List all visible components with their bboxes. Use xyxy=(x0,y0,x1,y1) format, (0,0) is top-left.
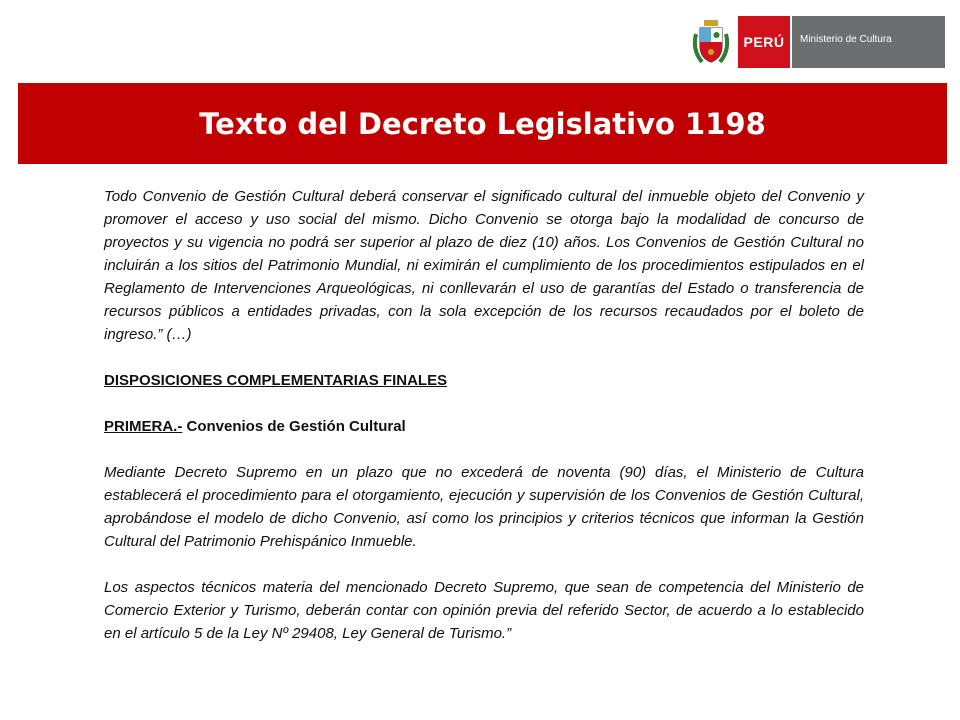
ministry-brand-box xyxy=(792,16,945,68)
paragraph-article-text: Todo Convenio de Gestión Cultural deberá conservar el significado cultural del inmueble objeto del Convenio y promover el acceso y uso social del mismo. Dicho Convenio se otorga bajo la modalidad de concurso de proyectos y su vigencia no podrá ser superior al plazo de diez (10) años. Los Convenios de Gestión Cultural no incluirán a los sitios del Patrimonio Mundial, ni eximirán el cumplimiento de los procedimientos estipulados en el Reglamento de Intervenciones Arqueológicas, ni conllevarán el uso de garantías del Estado o transferencia de recursos públicos a entidades privadas, con la sola excepción de los recursos recaudados por el boleto de ingreso.” (…) xyxy=(104,188,864,343)
logo-ministry-text: Ministerio de Cultura xyxy=(800,34,892,45)
paragraph-decree: Mediante Decreto Supremo en un plazo que no excederá de noventa (90) días, el Ministerio de Cultura establecerá el procedimiento para el otorgamiento, ejecución y supervisión de los Convenios de Gestión Cultural, aprobándose el modelo de dicho Convenio, así como los principios y criterios técnicos que informan la Gestión Cultural del Patrimonio Prehispánico Inmueble. xyxy=(104,464,864,550)
peru-brand-box xyxy=(738,16,790,68)
subheading-text: Convenios de Gestión Cultural xyxy=(182,418,406,435)
section-heading: DISPOSICIONES COMPLEMENTARIAS FINALES xyxy=(104,372,448,389)
logo-country-text: PERÚ xyxy=(743,34,785,50)
subheading-label: PRIMERA.- xyxy=(104,418,183,435)
spacer xyxy=(104,346,864,369)
document-body xyxy=(104,185,864,645)
title-banner xyxy=(18,83,947,164)
spacer xyxy=(104,553,864,576)
subheading xyxy=(104,415,864,438)
spacer xyxy=(104,438,864,461)
paragraph-technical-aspects: Los aspectos técnicos materia del mencionado Decreto Supremo, que sean de competencia del Ministerio de Comercio Exterior y Turismo, deberán contar con opinión previa del referido Sector, de acuerdo a lo establecido en el artículo 5 de la Ley Nº 29408, Ley General de Turismo.” xyxy=(104,579,864,642)
peru-coat-of-arms-icon xyxy=(690,16,732,68)
ministry-logo xyxy=(690,16,945,68)
spacer xyxy=(104,392,864,415)
page-title: Texto del Decreto Legislativo 1198 xyxy=(199,106,766,141)
